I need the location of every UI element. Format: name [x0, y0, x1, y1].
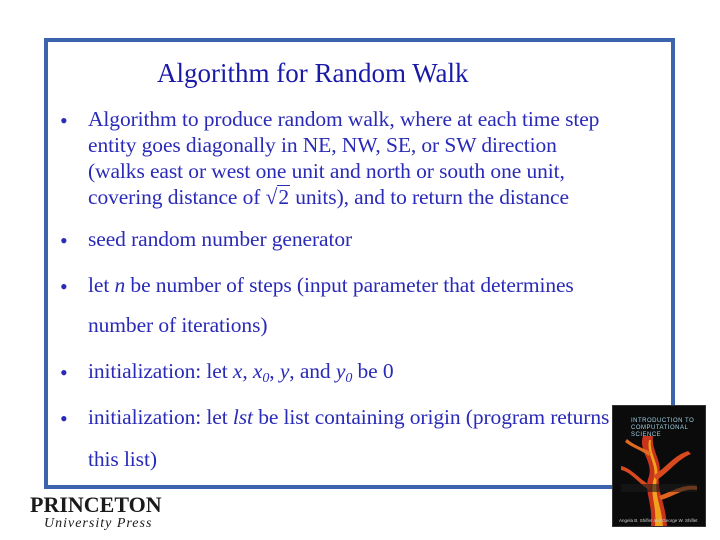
sqrt-radicand: 2	[278, 185, 289, 209]
publisher-logo	[30, 494, 162, 532]
bullet-5-line-1	[88, 405, 609, 430]
bullet-4-text	[88, 359, 394, 384]
bullet-5-pre: initialization: let	[88, 405, 228, 429]
var-lst: lst	[232, 405, 253, 429]
bullet-1-line-4-pre: covering distance of	[88, 185, 261, 209]
var-y0: y	[335, 359, 346, 383]
bullet-5-line-2: this list)	[88, 447, 157, 471]
bullet-3-post: be number of steps (input parameter that determines	[130, 273, 574, 297]
book-cover-image	[612, 405, 706, 527]
var-x: x	[232, 359, 243, 383]
bullet-1-line-2: entity goes diagonally in NE, NW, SE, or SW direction	[88, 133, 557, 157]
bullet-3-line-2: number of iterations)	[88, 313, 268, 337]
bullet-marker: •	[60, 228, 68, 253]
bullet-4-pre: initialization: let	[88, 359, 228, 383]
var-x0: x	[252, 359, 263, 383]
publisher-subtitle: University Press	[44, 516, 153, 531]
bullet-marker: •	[60, 406, 68, 431]
bullet-5-post: be list containing origin (program returns	[258, 405, 610, 429]
bullet-1-line-1: Algorithm to produce random walk, where at each time step	[88, 107, 600, 131]
sep: , and	[289, 359, 331, 383]
bullet-marker: •	[60, 108, 68, 133]
bullet-2-text: seed random number generator	[88, 227, 353, 251]
sep: ,	[242, 359, 248, 383]
var-y: y	[279, 359, 290, 383]
bullet-marker: •	[60, 360, 68, 385]
bullet-3-pre: let	[88, 273, 110, 297]
cover-authors: Angela B. Shiflet and George W. Shiflet	[619, 518, 698, 523]
bullet-3-line-1	[88, 273, 574, 298]
cover-title: INTRODUCTION TO COMPUTATIONAL SCIENCE	[631, 418, 695, 438]
sep: ,	[269, 359, 275, 383]
sqrt-two	[266, 185, 290, 210]
publisher-name: PRINCETON	[30, 492, 162, 517]
bullet-1-line-4	[88, 185, 569, 210]
var-x0-sub: 0	[262, 371, 270, 386]
bullet-1-line-4-post: units), and to return the distance	[295, 185, 569, 209]
var-n: n	[114, 273, 126, 297]
bullet-4-post: be 0	[357, 359, 394, 383]
radical-sign-icon: √	[265, 185, 278, 209]
slide-title: Algorithm for Random Walk	[157, 58, 469, 88]
bullet-marker: •	[60, 274, 68, 299]
bullet-1-line-3: (walks east or west one unit and north or south one unit,	[88, 159, 565, 183]
var-y0-sub: 0	[345, 371, 353, 386]
